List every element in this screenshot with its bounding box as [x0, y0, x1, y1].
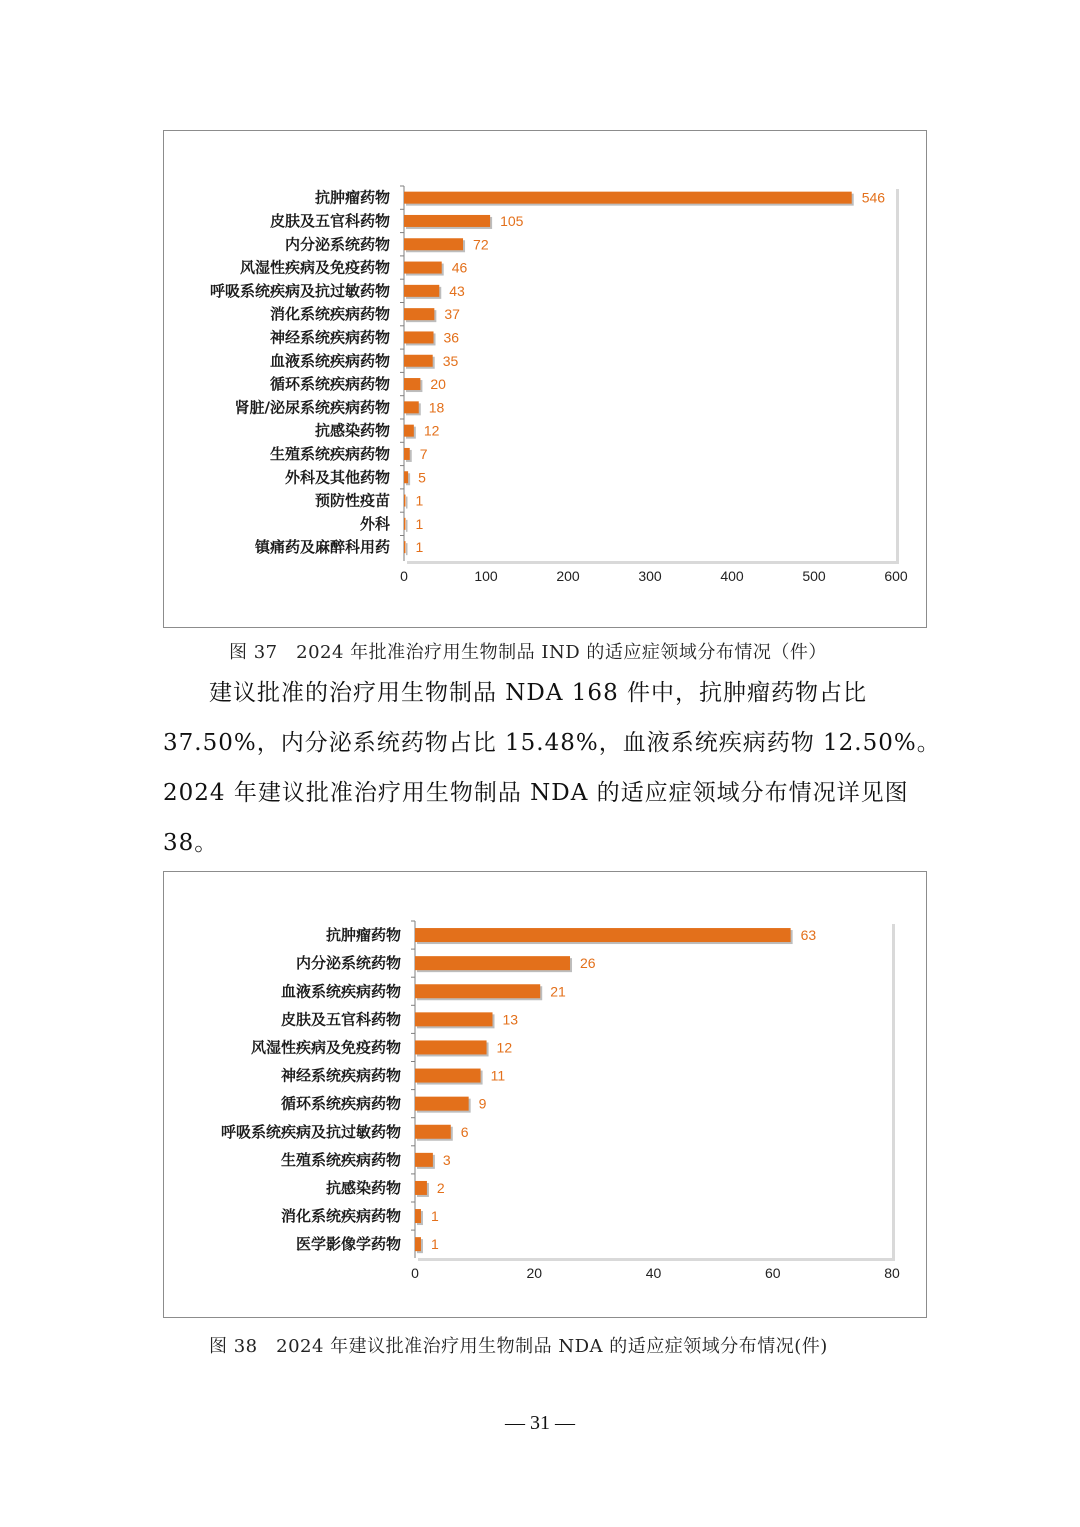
x-tick-label: 40 — [645, 1265, 662, 1281]
x-tick-label: 400 — [720, 568, 744, 584]
x-tick-label: 80 — [884, 1265, 900, 1281]
value-label: 1 — [430, 1236, 439, 1253]
figure-38-caption: 图 38 2024 年建议批准治疗用生物制品 NDA 的适应症领域分布情况(件) — [209, 1336, 828, 1357]
value-label: 6 — [460, 1123, 469, 1140]
category-label: 神经系统疾病药物 — [269, 328, 390, 347]
value-label: 12 — [423, 422, 440, 439]
value-label: 12 — [496, 1039, 513, 1056]
bar — [415, 984, 540, 998]
bar — [415, 1125, 451, 1139]
bar — [415, 1237, 421, 1251]
category-label: 风湿性疾病及免疫药物 — [239, 258, 390, 277]
bar — [404, 215, 490, 227]
value-label: 1 — [415, 492, 424, 509]
value-label: 35 — [442, 352, 459, 369]
bar — [404, 401, 419, 413]
page-number: — 31 — — [505, 1412, 575, 1434]
bar — [404, 285, 439, 297]
value-label: 546 — [861, 189, 886, 206]
paragraph-line-3: 2024 年建议批准治疗用生物制品 NDA 的适应症领域分布情况详见图 — [163, 780, 909, 806]
category-label: 抗感染药物 — [314, 421, 390, 440]
value-label: 43 — [449, 282, 465, 299]
value-label: 7 — [419, 445, 428, 462]
value-label: 2 — [436, 1179, 445, 1196]
category-label: 医学影像学药物 — [295, 1235, 401, 1254]
value-label: 3 — [442, 1151, 451, 1168]
chart-37 — [164, 131, 928, 629]
paragraph-line-2: 37.50%，内分泌系统药物占比 15.48%，血液系统疾病药物 12.50%。 — [163, 730, 941, 756]
body-paragraph — [163, 668, 941, 868]
value-label: 1 — [415, 539, 424, 556]
bar — [415, 1012, 493, 1026]
category-label: 皮肤及五官科药物 — [280, 1010, 401, 1029]
x-tick-label: 20 — [526, 1265, 543, 1281]
category-label: 皮肤及五官科药物 — [269, 211, 390, 230]
bar-shadow — [406, 497, 408, 509]
x-tick-label: 60 — [764, 1265, 781, 1281]
bar — [404, 262, 442, 274]
value-label: 37 — [444, 306, 460, 323]
x-tick-label: 200 — [556, 568, 580, 584]
category-label: 抗肿瘤药物 — [314, 188, 390, 207]
category-label: 呼吸系统疾病及抗过敏药物 — [220, 1122, 401, 1141]
bar — [404, 331, 434, 343]
x-tick-label: 500 — [802, 568, 826, 584]
category-label: 消化系统疾病药物 — [280, 1207, 401, 1226]
category-label: 血液系统疾病药物 — [269, 351, 390, 370]
bar — [415, 1040, 487, 1054]
bar-shadow — [406, 543, 408, 555]
x-tick-label: 0 — [411, 1265, 419, 1281]
category-label: 内分泌系统药物 — [295, 954, 401, 973]
bar — [404, 192, 852, 204]
bar — [415, 928, 791, 942]
chart-37-frame — [163, 130, 927, 628]
category-label: 抗肿瘤药物 — [325, 926, 401, 945]
value-label: 46 — [451, 259, 468, 276]
bar — [404, 541, 406, 553]
bar — [404, 518, 406, 530]
figure-37-caption: 图 37 2024 年批准治疗用生物制品 IND 的适应症领域分布情况（件） — [229, 642, 827, 663]
value-label: 63 — [800, 927, 817, 944]
category-label: 内分泌系统药物 — [284, 235, 390, 254]
x-tick-label: 100 — [474, 568, 498, 584]
bar — [415, 1209, 421, 1223]
category-label: 消化系统疾病药物 — [269, 305, 390, 324]
value-label: 72 — [473, 236, 489, 253]
bar — [404, 425, 414, 437]
x-tick-label: 600 — [884, 568, 908, 584]
bar — [404, 238, 463, 250]
value-label: 36 — [443, 329, 460, 346]
paragraph-line-4: 38。 — [163, 830, 219, 856]
value-label: 20 — [430, 376, 446, 393]
category-label: 循环系统疾病药物 — [280, 1094, 401, 1113]
bar — [415, 1181, 427, 1195]
category-label: 肾脏/泌尿系统疾病药物 — [234, 398, 390, 417]
value-label: 1 — [430, 1208, 439, 1225]
bar-shadow — [406, 520, 408, 532]
value-label: 21 — [550, 983, 566, 1000]
value-label: 26 — [580, 955, 596, 972]
bar — [404, 495, 406, 507]
category-label: 生殖系统疾病药物 — [280, 1150, 401, 1169]
value-label: 18 — [428, 399, 445, 416]
category-label: 预防性疫苗 — [314, 491, 390, 510]
category-label: 生殖系统疾病药物 — [269, 444, 390, 463]
category-label: 神经系统疾病药物 — [280, 1066, 401, 1085]
bar — [415, 1097, 469, 1111]
value-label: 13 — [502, 1011, 519, 1028]
bar — [415, 956, 570, 970]
bar — [404, 355, 433, 367]
category-label: 抗感染药物 — [325, 1178, 401, 1197]
category-label: 镇痛药及麻醉科用药 — [254, 538, 390, 557]
category-label: 外科 — [359, 514, 390, 533]
paragraph-line-1: 建议批准的治疗用生物制品 NDA 168 件中，抗肿瘤药物占比 — [209, 680, 868, 706]
value-label: 11 — [490, 1067, 506, 1084]
bar — [404, 308, 434, 320]
x-tick-label: 300 — [638, 568, 662, 584]
category-label: 血液系统疾病药物 — [280, 982, 401, 1001]
value-label: 1 — [415, 515, 424, 532]
bar — [415, 1153, 433, 1167]
value-label: 5 — [418, 469, 426, 486]
category-label: 呼吸系统疾病及抗过敏药物 — [209, 281, 390, 300]
bar — [404, 378, 420, 390]
category-label: 循环系统疾病药物 — [269, 375, 390, 394]
x-tick-label: 0 — [400, 568, 408, 584]
bar — [404, 448, 410, 460]
value-label: 105 — [500, 212, 524, 229]
bar — [415, 1069, 481, 1083]
chart-38-frame — [163, 871, 927, 1318]
value-label: 9 — [478, 1095, 487, 1112]
category-label: 风湿性疾病及免疫药物 — [250, 1038, 401, 1057]
bar — [404, 471, 408, 483]
chart-38 — [164, 872, 928, 1319]
category-label: 外科及其他药物 — [284, 468, 390, 487]
